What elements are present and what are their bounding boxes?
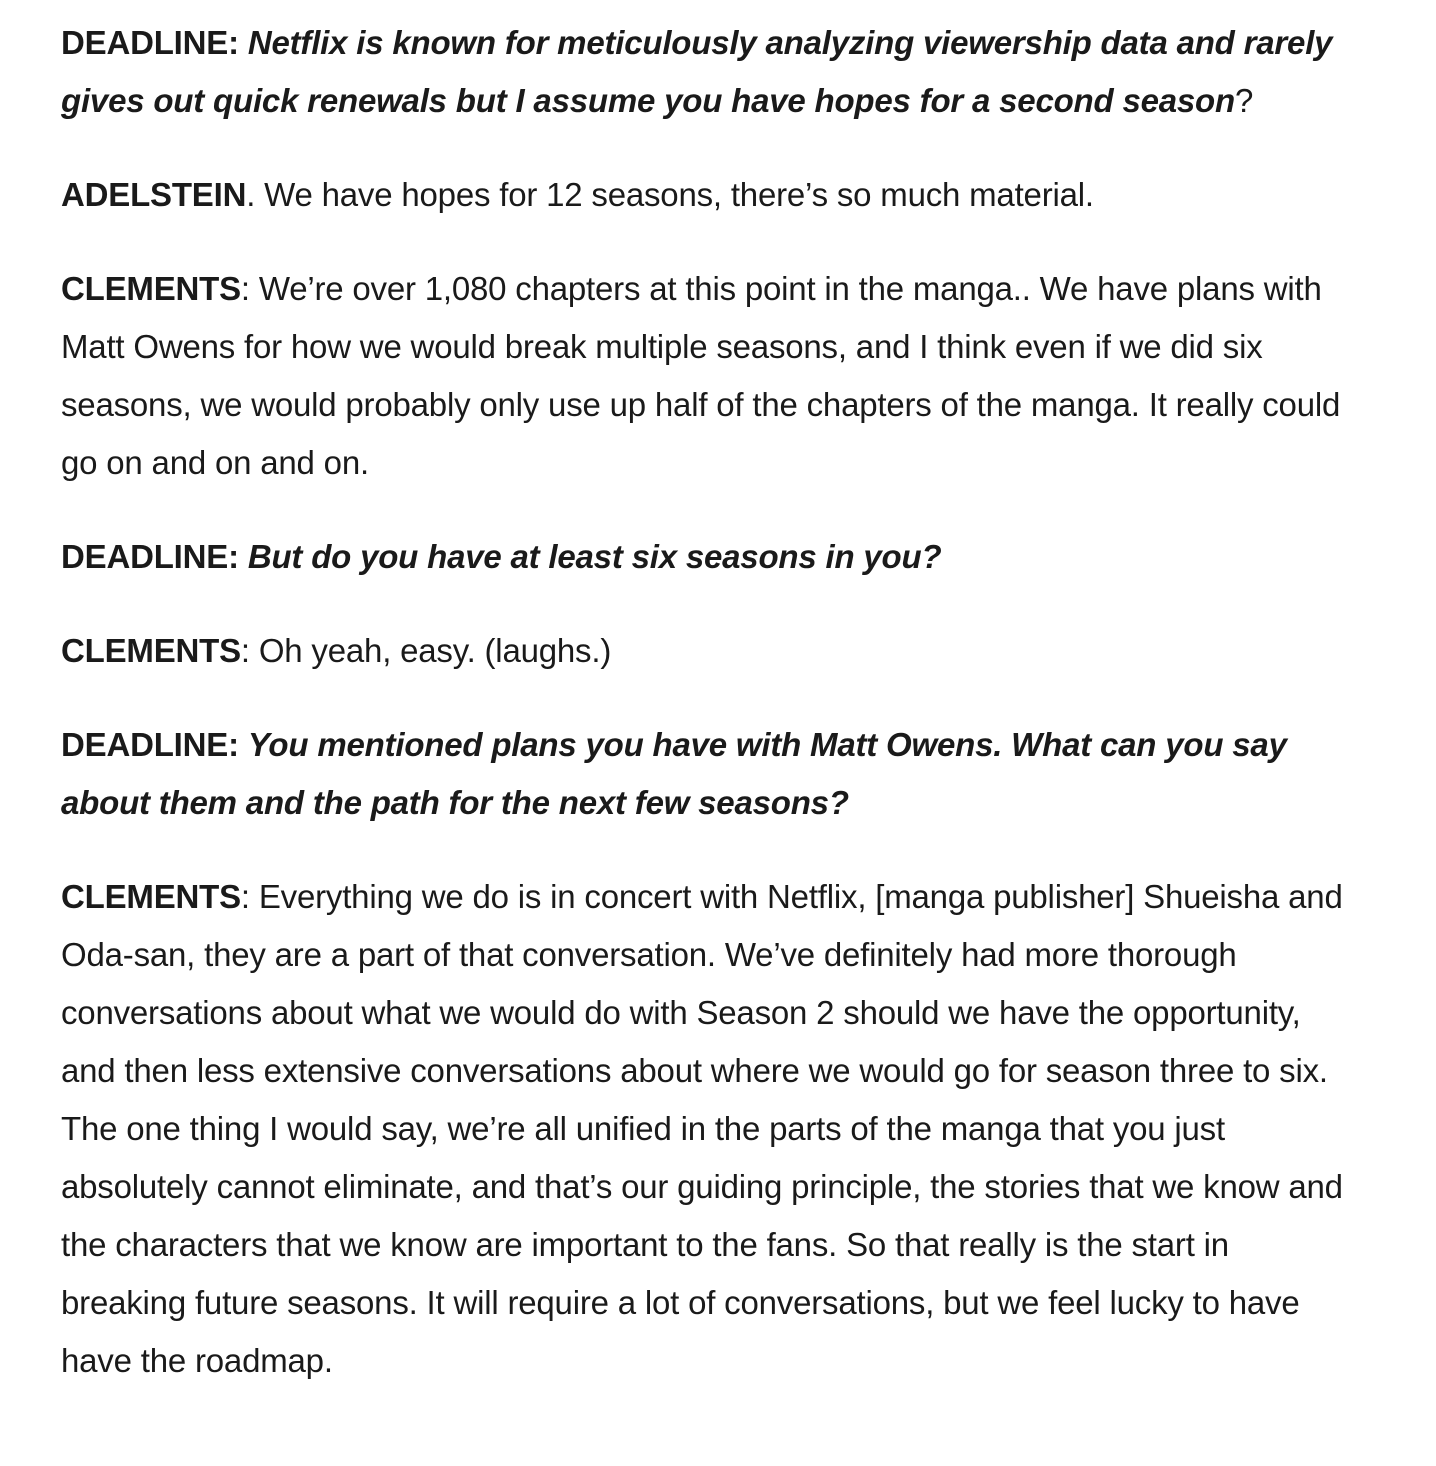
speaker-label: ADELSTEIN [61,176,247,213]
speaker-label: CLEMENTS [61,878,241,915]
answer-paragraph [61,166,1361,224]
answer-text: : We’re over 1,080 chapters at this point in the manga.. We have plans with Matt Owens for how we would break multiple seasons, and I think even if we did six seasons, we would probably only use up half of the chapters of the manga. It really could go on and on and on. [61,270,1341,481]
speaker-label: CLEMENTS [61,270,241,307]
interview-transcript [61,14,1361,1426]
question-text: You mentioned plans you have with Matt Owens. What can you say about them and the path for the next few seasons? [61,726,1287,821]
answer-paragraph [61,868,1361,1390]
speaker-label: CLEMENTS [61,632,241,669]
separator [239,538,248,575]
question-text: Netflix is known for meticulously analyzing viewership data and rarely gives out quick renewals but I assume you have hopes for a second season [61,24,1333,119]
answer-text: : Everything we do is in concert with Netflix, [manga publisher] Shueisha and Oda-san, they are a part of that conversation. We’ve definitely had more thorough conversations about what we would do with Season 2 should we have the opportunity, and then less extensive conversations about where we would go for season three to six. The one thing I would say, we’re all unified in the parts of the manga that you just absolutely cannot eliminate, and that’s our guiding principle, the stories that we know and the characters that we know are important to the fans. So that really is the start in breaking future seasons. It will require a lot of conversations, but we feel lucky to have have the roadmap. [61,878,1343,1379]
answer-text: . We have hopes for 12 seasons, there’s so much material. [246,176,1094,213]
question-tail: ? [1234,82,1254,119]
question-paragraph [61,528,1361,586]
answer-paragraph [61,260,1361,492]
question-paragraph [61,716,1361,832]
answer-text: : Oh yeah, easy. (laughs.) [240,632,612,669]
speaker-label: DEADLINE: [61,538,239,575]
separator [239,24,248,61]
speaker-label: DEADLINE: [61,726,239,763]
question-paragraph [61,14,1361,130]
question-text: But do you have at least six seasons in you? [247,538,942,575]
speaker-label: DEADLINE: [61,24,239,61]
separator [239,726,248,763]
answer-paragraph [61,622,1361,680]
